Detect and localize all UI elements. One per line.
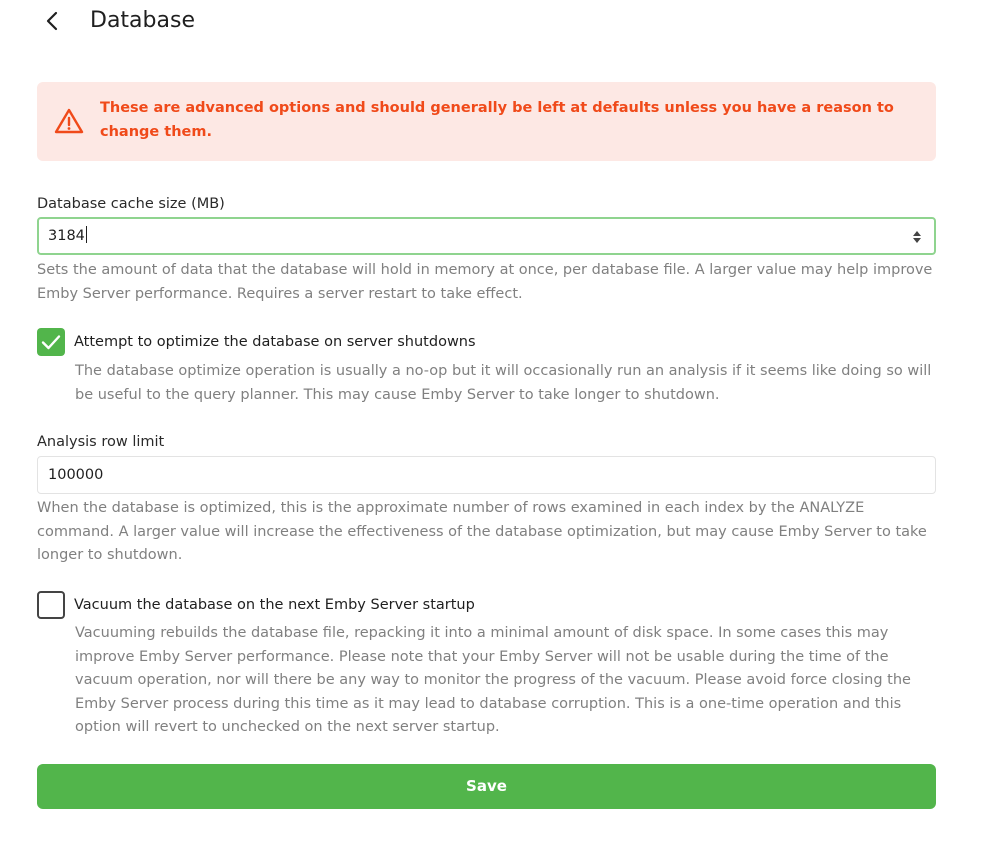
optimize-checkbox[interactable] — [37, 328, 65, 356]
back-button[interactable] — [40, 8, 66, 34]
save-button[interactable]: Save — [37, 764, 936, 809]
cache-size-value: 3184 — [48, 228, 85, 244]
row-limit-input[interactable] — [37, 456, 936, 494]
row-limit-label: Analysis row limit — [37, 434, 165, 450]
warning-text: These are advanced options and should generally be left at defaults unless you have a reason to change them. — [100, 100, 894, 140]
optimize-help: The database optimize operation is usually a no-op but it will occasionally run an analysis if it seems like doing so will be useful to the query planner. This may cause Emby Server to take longer to shutdown. — [75, 363, 932, 403]
vacuum-checkbox[interactable] — [37, 591, 65, 619]
row-limit-value: 100000 — [48, 467, 104, 483]
optimize-label[interactable]: Attempt to optimize the database on server shutdowns — [74, 334, 476, 350]
row-limit-help: When the database is optimized, this is the approximate number of rows examined in each index by the ANALYZE command. A larger value will increase the effectiveness of the database optimization, but may cause Emby Server to take longer to shutdown. — [37, 500, 927, 563]
cache-size-label: Database cache size (MB) — [37, 196, 225, 212]
warning-triangle-icon — [54, 108, 84, 134]
advanced-warning-banner — [37, 82, 936, 161]
cache-size-input[interactable] — [37, 217, 936, 255]
chevron-left-icon — [40, 8, 66, 34]
text-caret — [86, 226, 87, 243]
checkmark-icon — [37, 328, 65, 356]
page-header — [0, 0, 983, 44]
cache-size-help: Sets the amount of data that the database will hold in memory at once, per database file. A larger value may help improve Emby Server performance. Requires a server restart to take effect. — [37, 262, 933, 302]
vacuum-help: Vacuuming rebuilds the database file, repacking it into a minimal amount of disk space. In some cases this may improve Emby Server performance. Please note that your Emby Server will not be usable during the time of the vacuum operation, nor will there be any way to monitor the progress of the vacuum. Please avoid force closing the Emby Server process during this time as it may lead to database corruption. This is a one-time operation and this option will revert to unchecked on the next server startup. — [75, 625, 911, 735]
number-spinner-icon[interactable] — [912, 230, 922, 244]
vacuum-label[interactable]: Vacuum the database on the next Emby Server startup — [74, 597, 475, 613]
page-title: Database — [90, 8, 195, 33]
